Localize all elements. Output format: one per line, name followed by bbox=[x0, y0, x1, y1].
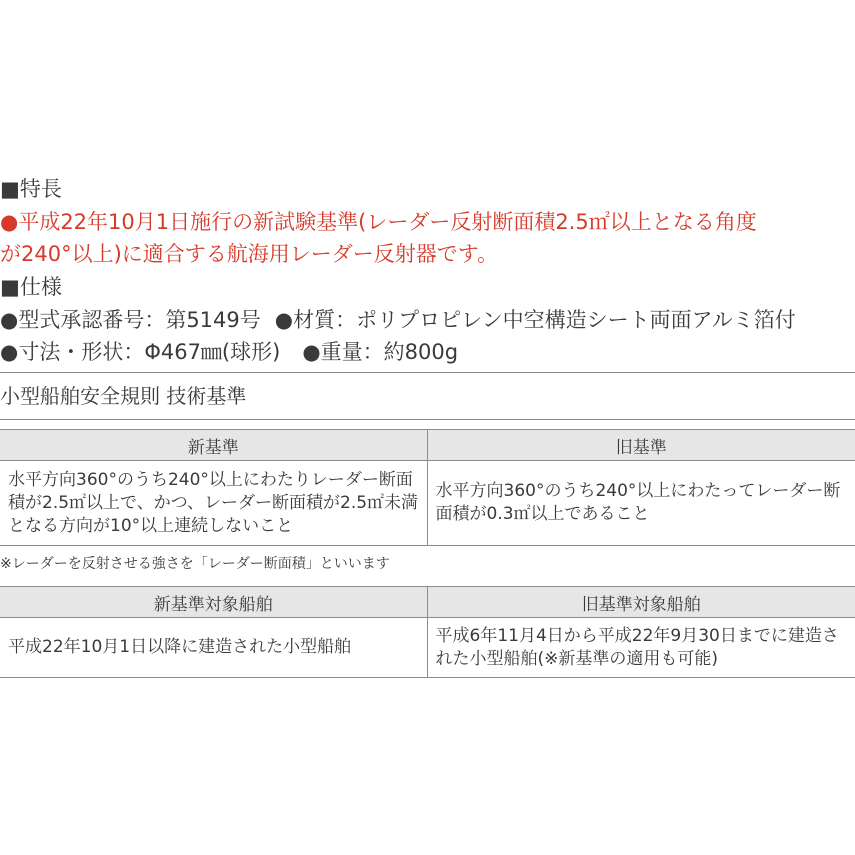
header-old-standard: 旧基準 bbox=[427, 430, 855, 461]
divider-top bbox=[0, 372, 855, 373]
features-line-2: が240°以上)に適合する航海用レーダー反射器です。 bbox=[0, 242, 499, 266]
table-row bbox=[0, 461, 855, 546]
new-standard-description: 水平方向360°のうち240°以上にわたりレーダー断面積が2.5㎡以上で、かつ、レーダー断面積が2.5㎡未満となる方向が10°以上連続しないこと bbox=[0, 461, 427, 546]
spec-approval-number: ●型式承認番号：第5149号 bbox=[0, 308, 261, 332]
standards-table-header bbox=[0, 430, 855, 461]
spec-material: ●材質：ポリプロピレン中空構造シート両面アルミ箔付 bbox=[274, 308, 796, 332]
header-old-target-vessels: 旧基準対象船舶 bbox=[427, 587, 855, 618]
spec-weight: ●重量：約800g bbox=[302, 340, 459, 364]
features-heading: ■特長 bbox=[0, 177, 62, 201]
spec-dimensions: ●寸法・形状：Φ467㎜(球形) bbox=[0, 340, 281, 364]
header-new-target-vessels: 新基準対象船舶 bbox=[0, 587, 427, 618]
radar-cross-section-note: ※レーダーを反射させる強さを「レーダー断面積」といいます bbox=[0, 556, 390, 572]
target-vessels-table bbox=[0, 586, 855, 678]
divider-title bbox=[0, 419, 855, 420]
features-line-1: ●平成22年10月1日施行の新試験基準(レーダー反射断面積2.5㎡以上となる角度 bbox=[0, 210, 757, 234]
specs-row-1 bbox=[0, 306, 796, 334]
old-target-vessels: 平成6年11月4日から平成22年9月30日までに建造された小型船舶(※新基準の適用も可能) bbox=[427, 618, 855, 678]
target-vessels-header bbox=[0, 587, 855, 618]
specs-heading: ■仕様 bbox=[0, 275, 62, 299]
header-new-standard: 新基準 bbox=[0, 430, 427, 461]
standards-title: 小型船舶安全規則 技術基準 bbox=[0, 384, 247, 408]
new-target-vessels: 平成22年10月1日以降に建造された小型船舶 bbox=[0, 618, 427, 678]
old-standard-description: 水平方向360°のうち240°以上にわたってレーダー断面積が0.3㎡以上であること bbox=[427, 461, 855, 546]
specs-row-2 bbox=[0, 338, 458, 366]
table-row bbox=[0, 618, 855, 678]
standards-table bbox=[0, 429, 855, 546]
